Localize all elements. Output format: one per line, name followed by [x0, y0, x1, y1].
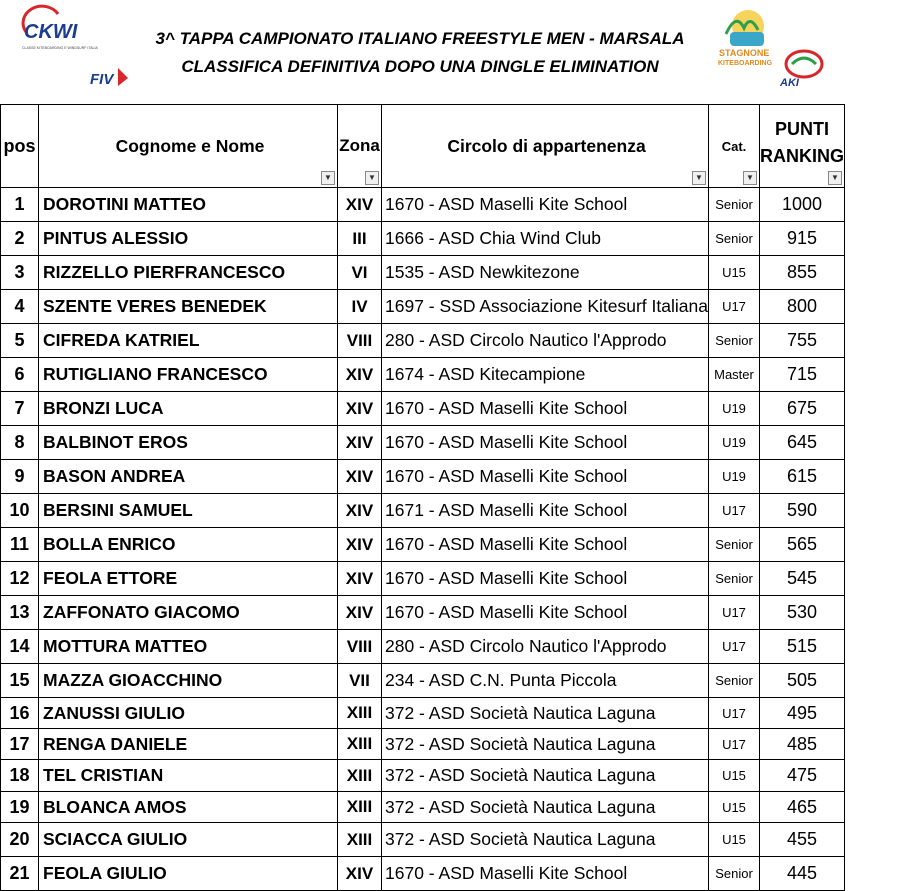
- row-name: FEOLA GIULIO: [39, 857, 338, 891]
- table-row: [1, 664, 845, 698]
- row-punti: 675: [760, 392, 845, 426]
- row-zona: VIII: [338, 324, 382, 358]
- table-row: [1, 460, 845, 494]
- row-cat: U17: [709, 290, 760, 324]
- row-punti: 530: [760, 596, 845, 630]
- table-row: [1, 528, 845, 562]
- stagnone-logo: [716, 4, 778, 72]
- row-zona: XIII: [338, 823, 382, 857]
- row-zona: XIV: [338, 392, 382, 426]
- row-cat: U19: [709, 460, 760, 494]
- row-name: BRONZI LUCA: [39, 392, 338, 426]
- row-zona: VIII: [338, 630, 382, 664]
- row-punti: 465: [760, 792, 845, 823]
- row-pos: 19: [1, 792, 39, 823]
- row-cat: U19: [709, 426, 760, 460]
- row-circolo: 1670 - ASD Maselli Kite School: [382, 392, 709, 426]
- row-cat: U15: [709, 760, 760, 792]
- row-circolo: 1670 - ASD Maselli Kite School: [382, 528, 709, 562]
- row-circolo: 280 - ASD Circolo Nautico l'Approdo: [382, 324, 709, 358]
- table-row: [1, 256, 845, 290]
- table-row: [1, 562, 845, 596]
- row-circolo: 1666 - ASD Chia Wind Club: [382, 222, 709, 256]
- row-zona: IV: [338, 290, 382, 324]
- row-circolo: 280 - ASD Circolo Nautico l'Approdo: [382, 630, 709, 664]
- row-cat: U17: [709, 729, 760, 760]
- row-pos: 11: [1, 528, 39, 562]
- row-pos: 21: [1, 857, 39, 891]
- table-row: [1, 324, 845, 358]
- table-row: [1, 290, 845, 324]
- row-pos: 15: [1, 664, 39, 698]
- row-pos: 5: [1, 324, 39, 358]
- row-zona: VI: [338, 256, 382, 290]
- row-pos: 10: [1, 494, 39, 528]
- row-zona: XIV: [338, 460, 382, 494]
- table-row: [1, 494, 845, 528]
- row-pos: 7: [1, 392, 39, 426]
- table-body: [1, 188, 845, 891]
- row-name: TEL CRISTIAN: [39, 760, 338, 792]
- column-header-cat-label: Cat.: [721, 138, 747, 154]
- column-header-punti: [760, 105, 845, 188]
- table-row: [1, 630, 845, 664]
- row-cat: U17: [709, 630, 760, 664]
- column-header-pos-label: pos: [3, 135, 36, 156]
- row-name: MAZZA GIOACCHINO: [39, 664, 338, 698]
- row-zona: XIV: [338, 358, 382, 392]
- row-pos: 2: [1, 222, 39, 256]
- row-name: RUTIGLIANO FRANCESCO: [39, 358, 338, 392]
- row-zona: III: [338, 222, 382, 256]
- fiv-logo-text: FIV: [90, 71, 114, 88]
- row-pos: 6: [1, 358, 39, 392]
- row-cat: U17: [709, 494, 760, 528]
- row-circolo: 372 - ASD Società Nautica Laguna: [382, 698, 709, 729]
- row-pos: 13: [1, 596, 39, 630]
- table-row: [1, 188, 845, 222]
- table-row: [1, 358, 845, 392]
- row-zona: XIV: [338, 596, 382, 630]
- row-pos: 14: [1, 630, 39, 664]
- row-name: BALBINOT EROS: [39, 426, 338, 460]
- row-circolo: 1670 - ASD Maselli Kite School: [382, 562, 709, 596]
- row-name: CIFREDA KATRIEL: [39, 324, 338, 358]
- ckwi-logo-subtitle: CLASSE KITEBOARDING E WINDSURF ITALIA: [22, 46, 98, 50]
- row-cat: U17: [709, 596, 760, 630]
- row-punti: 455: [760, 823, 845, 857]
- page-title: 3^ TAPPA CAMPIONATO ITALIANO FREESTYLE MEN - MARSALA: [155, 29, 685, 48]
- row-pos: 16: [1, 698, 39, 729]
- fiv-logo: [88, 64, 132, 90]
- row-zona: XIII: [338, 792, 382, 823]
- row-punti: 855: [760, 256, 845, 290]
- ckwi-logo: [18, 8, 98, 52]
- row-cat: U15: [709, 823, 760, 857]
- row-zona: XIV: [338, 562, 382, 596]
- row-pos: 20: [1, 823, 39, 857]
- table-row: [1, 760, 845, 792]
- row-name: MOTTURA MATTEO: [39, 630, 338, 664]
- row-pos: 18: [1, 760, 39, 792]
- row-zona: XIV: [338, 188, 382, 222]
- row-cat: U15: [709, 792, 760, 823]
- row-cat: Master: [709, 358, 760, 392]
- row-cat: U17: [709, 698, 760, 729]
- row-name: PINTUS ALESSIO: [39, 222, 338, 256]
- row-circolo: 1535 - ASD Newkitezone: [382, 256, 709, 290]
- column-header-punti-line1: PUNTI: [775, 119, 829, 139]
- row-punti: 485: [760, 729, 845, 760]
- row-circolo: 372 - ASD Società Nautica Laguna: [382, 760, 709, 792]
- row-cat: Senior: [709, 664, 760, 698]
- table-row: [1, 596, 845, 630]
- table-row: [1, 792, 845, 823]
- ckwi-logo-text: CKWI: [24, 21, 78, 43]
- row-cat: U15: [709, 256, 760, 290]
- column-header-circolo-label: Circolo di appartenenza: [447, 135, 646, 156]
- table-row: [1, 857, 845, 891]
- page-subtitle: CLASSIFICA DEFINITIVA DOPO UNA DINGLE ELIMINATION: [181, 57, 659, 76]
- row-name: BASON ANDREA: [39, 460, 338, 494]
- row-cat: Senior: [709, 528, 760, 562]
- table-row: [1, 426, 845, 460]
- column-header-zona-label: Zona: [339, 136, 380, 155]
- row-cat: Senior: [709, 188, 760, 222]
- row-circolo: 372 - ASD Società Nautica Laguna: [382, 792, 709, 823]
- row-circolo: 1671 - ASD Maselli Kite School: [382, 494, 709, 528]
- table-row: [1, 729, 845, 760]
- row-punti: 800: [760, 290, 845, 324]
- row-zona: VII: [338, 664, 382, 698]
- row-cat: Senior: [709, 562, 760, 596]
- stagnone-logo-text: STAGNONE: [719, 48, 770, 58]
- filter-dropdown-icon[interactable]: ▼: [321, 171, 335, 185]
- row-cat: Senior: [709, 324, 760, 358]
- row-circolo: 1674 - ASD Kitecampione: [382, 358, 709, 392]
- row-name: SCIACCA GIULIO: [39, 823, 338, 857]
- row-circolo: 372 - ASD Società Nautica Laguna: [382, 823, 709, 857]
- row-name: BERSINI SAMUEL: [39, 494, 338, 528]
- row-punti: 1000: [760, 188, 845, 222]
- table-row: [1, 823, 845, 857]
- row-circolo: 1670 - ASD Maselli Kite School: [382, 460, 709, 494]
- column-header-name: [39, 105, 338, 188]
- row-punti: 715: [760, 358, 845, 392]
- column-header-zona: [338, 105, 382, 188]
- row-name: BOLLA ENRICO: [39, 528, 338, 562]
- filter-dropdown-icon[interactable]: ▼: [828, 171, 842, 185]
- row-name: ZAFFONATO GIACOMO: [39, 596, 338, 630]
- row-circolo: 1670 - ASD Maselli Kite School: [382, 426, 709, 460]
- row-punti: 475: [760, 760, 845, 792]
- row-zona: XIII: [338, 729, 382, 760]
- row-punti: 565: [760, 528, 845, 562]
- row-punti: 645: [760, 426, 845, 460]
- row-pos: 4: [1, 290, 39, 324]
- table-row: [1, 698, 845, 729]
- row-name: SZENTE VERES BENEDEK: [39, 290, 338, 324]
- column-header-punti-line2: RANKING: [760, 146, 844, 166]
- row-name: BLOANCA AMOS: [39, 792, 338, 823]
- row-pos: 1: [1, 188, 39, 222]
- column-header-cat: [709, 105, 760, 188]
- row-pos: 9: [1, 460, 39, 494]
- row-circolo: 1697 - SSD Associazione Kitesurf Italiana: [382, 290, 709, 324]
- filter-dropdown-icon[interactable]: ▼: [365, 171, 379, 185]
- row-pos: 3: [1, 256, 39, 290]
- row-name: ZANUSSI GIULIO: [39, 698, 338, 729]
- row-zona: XIII: [338, 698, 382, 729]
- row-punti: 515: [760, 630, 845, 664]
- row-cat: Senior: [709, 222, 760, 256]
- row-zona: XIV: [338, 426, 382, 460]
- row-punti: 915: [760, 222, 845, 256]
- row-circolo: 1670 - ASD Maselli Kite School: [382, 857, 709, 891]
- row-punti: 615: [760, 460, 845, 494]
- filter-dropdown-icon[interactable]: ▼: [692, 171, 706, 185]
- row-zona: XIII: [338, 760, 382, 792]
- table-row: [1, 392, 845, 426]
- row-circolo: 234 - ASD C.N. Punta Piccola: [382, 664, 709, 698]
- row-pos: 12: [1, 562, 39, 596]
- row-pos: 17: [1, 729, 39, 760]
- row-name: DOROTINI MATTEO: [39, 188, 338, 222]
- row-circolo: 1670 - ASD Maselli Kite School: [382, 596, 709, 630]
- aki-logo: [778, 48, 828, 90]
- row-cat: Senior: [709, 857, 760, 891]
- column-header-pos: [1, 105, 39, 188]
- row-punti: 590: [760, 494, 845, 528]
- row-punti: 545: [760, 562, 845, 596]
- aki-logo-text: AKI: [780, 77, 799, 89]
- row-punti: 495: [760, 698, 845, 729]
- stagnone-logo-subtitle: KITEBOARDING: [718, 60, 773, 67]
- table-row: [1, 222, 845, 256]
- table-header-row: [1, 105, 845, 188]
- column-header-name-label: Cognome e Nome: [115, 135, 265, 156]
- row-zona: XIV: [338, 528, 382, 562]
- row-pos: 8: [1, 426, 39, 460]
- row-zona: XIV: [338, 494, 382, 528]
- row-punti: 755: [760, 324, 845, 358]
- row-punti: 505: [760, 664, 845, 698]
- row-name: RIZZELLO PIERFRANCESCO: [39, 256, 338, 290]
- row-punti: 445: [760, 857, 845, 891]
- row-zona: XIV: [338, 857, 382, 891]
- column-header-circolo: [382, 105, 709, 188]
- row-cat: U19: [709, 392, 760, 426]
- filter-dropdown-icon[interactable]: ▼: [743, 171, 757, 185]
- row-circolo: 1670 - ASD Maselli Kite School: [382, 188, 709, 222]
- row-name: FEOLA ETTORE: [39, 562, 338, 596]
- row-name: RENGA DANIELE: [39, 729, 338, 760]
- ranking-table: [0, 104, 845, 891]
- row-circolo: 372 - ASD Società Nautica Laguna: [382, 729, 709, 760]
